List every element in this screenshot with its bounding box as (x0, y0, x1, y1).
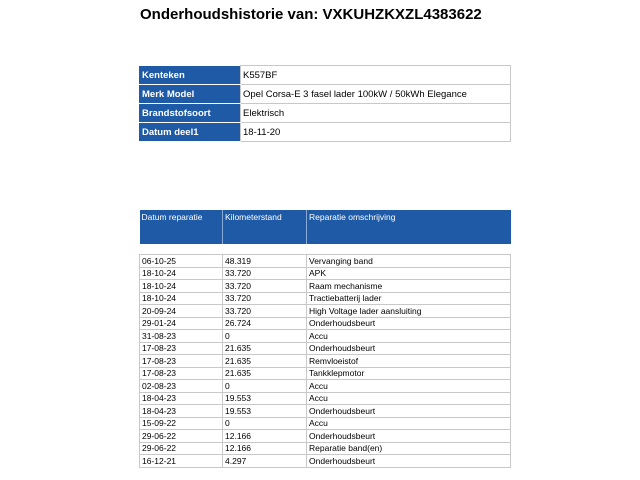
table-row (140, 342, 511, 355)
table-row (140, 417, 511, 430)
cell-date: 17-08-23 (140, 355, 223, 368)
table-row (140, 280, 511, 293)
cell-desc: Reparatie band(en) (307, 442, 511, 455)
vehicle-info-row (140, 104, 511, 123)
cell-date: 31-08-23 (140, 330, 223, 343)
cell-km: 19.553 (223, 405, 307, 418)
cell-desc: Tankklepmotor (307, 367, 511, 380)
vehicle-info-value: 18-11-20 (241, 123, 511, 142)
table-row (140, 442, 511, 455)
cell-desc: Raam mechanisme (307, 280, 511, 293)
cell-desc: Accu (307, 330, 511, 343)
history-header-row (140, 210, 511, 244)
cell-km: 33.720 (223, 280, 307, 293)
table-row (140, 380, 511, 393)
cell-desc: Tractiebatterij lader (307, 292, 511, 305)
maintenance-history-table (139, 210, 511, 468)
cell-date: 06-10-25 (140, 255, 223, 268)
header-desc: Reparatie omschrijving (307, 210, 511, 244)
spacer-row (140, 244, 511, 255)
vehicle-info-row (140, 123, 511, 142)
cell-date: 17-08-23 (140, 367, 223, 380)
cell-date: 29-01-24 (140, 317, 223, 330)
cell-desc: Accu (307, 417, 511, 430)
cell-km: 33.720 (223, 305, 307, 318)
cell-desc: Accu (307, 392, 511, 405)
cell-km: 12.166 (223, 442, 307, 455)
cell-date: 15-09-22 (140, 417, 223, 430)
cell-desc: Onderhoudsbeurt (307, 430, 511, 443)
table-row (140, 330, 511, 343)
table-row (140, 292, 511, 305)
table-row (140, 267, 511, 280)
cell-date: 16-12-21 (140, 455, 223, 468)
cell-desc: Onderhoudsbeurt (307, 455, 511, 468)
page-title: Onderhoudshistorie van: VXKUHZKXZL4383622 (140, 6, 482, 23)
cell-km: 12.166 (223, 430, 307, 443)
cell-km: 0 (223, 380, 307, 393)
table-row (140, 367, 511, 380)
cell-desc: APK (307, 267, 511, 280)
cell-date: 18-10-24 (140, 280, 223, 293)
cell-date: 18-04-23 (140, 405, 223, 418)
cell-desc: Remvloeistof (307, 355, 511, 368)
vehicle-info-value: Elektrisch (241, 104, 511, 123)
cell-desc: Onderhoudsbeurt (307, 342, 511, 355)
cell-km: 21.635 (223, 342, 307, 355)
vehicle-info-value: Opel Corsa-E 3 fasel lader 100kW / 50kWh Elegance (241, 85, 511, 104)
table-row (140, 455, 511, 468)
cell-desc: Onderhoudsbeurt (307, 317, 511, 330)
cell-km: 4.297 (223, 455, 307, 468)
table-row (140, 405, 511, 418)
table-row (140, 255, 511, 268)
cell-date: 02-08-23 (140, 380, 223, 393)
cell-km: 33.720 (223, 292, 307, 305)
table-row (140, 317, 511, 330)
cell-date: 29-06-22 (140, 442, 223, 455)
cell-date: 17-08-23 (140, 342, 223, 355)
table-row (140, 355, 511, 368)
table-row (140, 392, 511, 405)
vehicle-info-label: Datum deel1 (140, 123, 241, 142)
cell-date: 18-04-23 (140, 392, 223, 405)
cell-desc: High Voltage lader aansluiting (307, 305, 511, 318)
cell-date: 18-10-24 (140, 267, 223, 280)
cell-km: 26.724 (223, 317, 307, 330)
vehicle-info-label: Merk Model (140, 85, 241, 104)
cell-km: 0 (223, 417, 307, 430)
vehicle-info-table (139, 65, 511, 142)
cell-date: 29-06-22 (140, 430, 223, 443)
header-km: Kilometerstand (223, 210, 307, 244)
cell-km: 0 (223, 330, 307, 343)
cell-km: 21.635 (223, 367, 307, 380)
vehicle-info-row (140, 85, 511, 104)
cell-date: 20-09-24 (140, 305, 223, 318)
cell-km: 33.720 (223, 267, 307, 280)
header-date: Datum reparatie (140, 210, 223, 244)
cell-km: 21.635 (223, 355, 307, 368)
cell-desc: Vervanging band (307, 255, 511, 268)
table-row (140, 305, 511, 318)
cell-date: 18-10-24 (140, 292, 223, 305)
cell-km: 48.319 (223, 255, 307, 268)
cell-desc: Onderhoudsbeurt (307, 405, 511, 418)
table-row (140, 430, 511, 443)
vehicle-info-label: Brandstofsoort (140, 104, 241, 123)
vehicle-info-value: K557BF (241, 66, 511, 85)
cell-km: 19.553 (223, 392, 307, 405)
vehicle-info-row (140, 66, 511, 85)
cell-desc: Accu (307, 380, 511, 393)
vehicle-info-label: Kenteken (140, 66, 241, 85)
